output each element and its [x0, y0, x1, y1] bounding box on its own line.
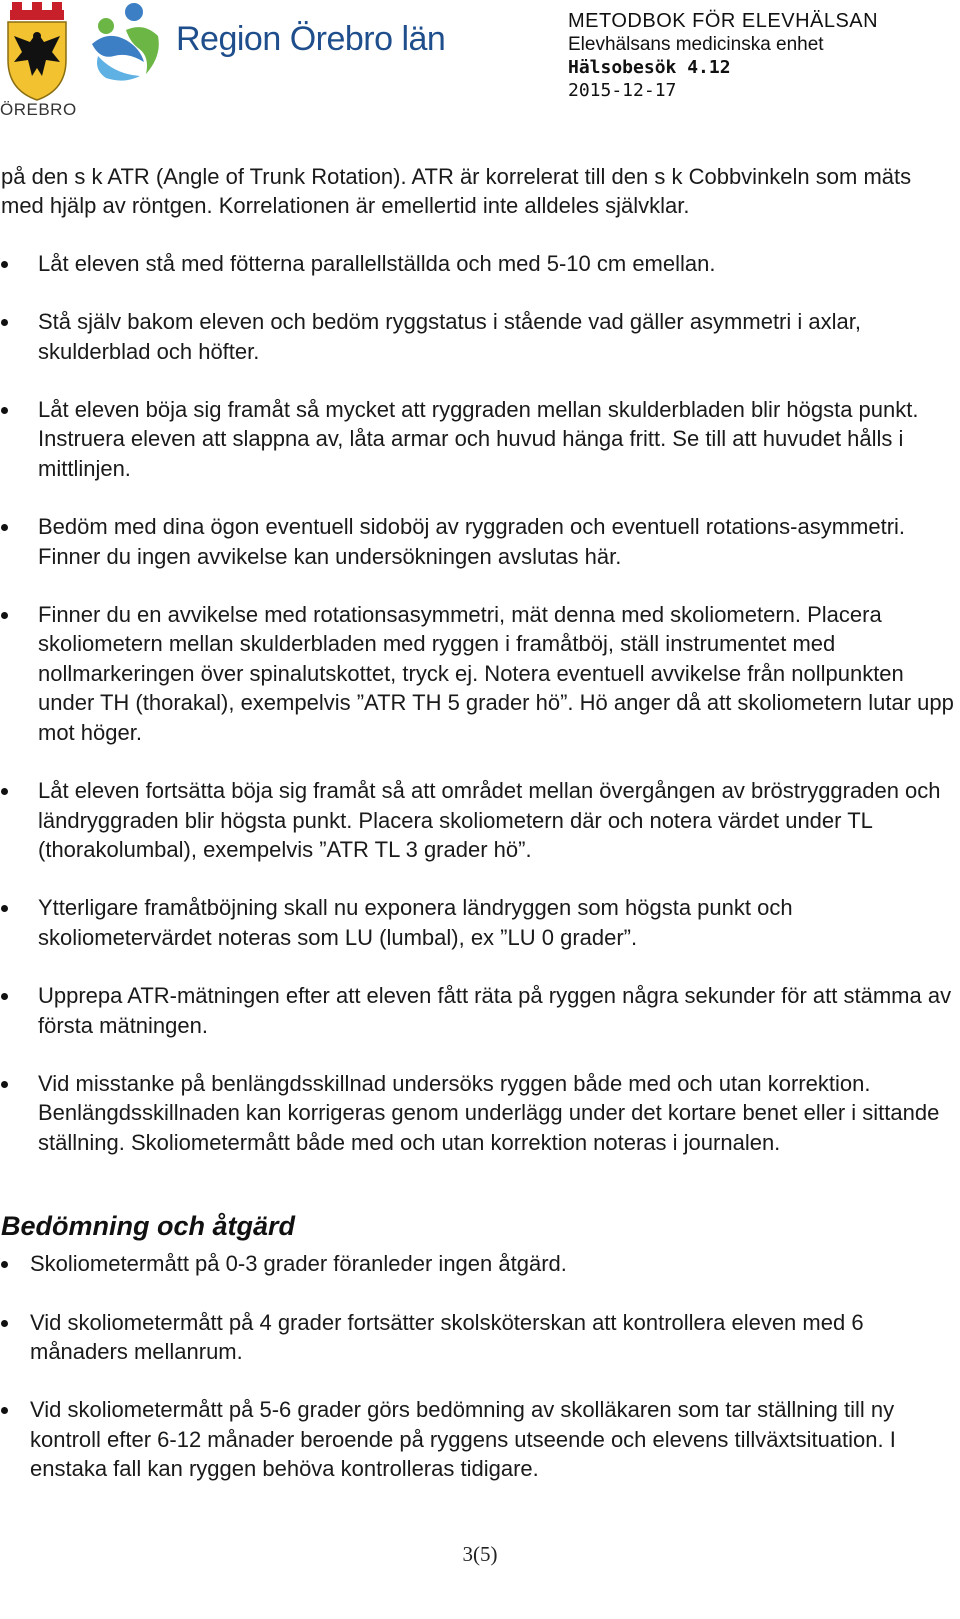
page-header: [0, 0, 960, 130]
list-item: Låt eleven stå med fötterna parallellställda och med 5-10 cm emellan.: [0, 249, 955, 278]
section-heading: Bedömning och åtgärd: [1, 1211, 296, 1242]
document-id: Hälsobesök 4.12: [568, 57, 731, 78]
bullet-icon: [1, 612, 8, 619]
list-item: Skoliometermått på 0-3 grader föranleder ingen åtgärd.: [0, 1249, 955, 1278]
bullet-icon: [1, 993, 8, 1000]
crest-caption: ÖREBRO: [0, 100, 77, 119]
bullet-icon: [1, 1320, 8, 1327]
bullet-icon: [1, 319, 8, 326]
document-body: [0, 162, 955, 1484]
bullet-icon: [1, 261, 8, 268]
list-item: Bedöm med dina ögon eventuell sidoböj av ryggraden och eventuell rotations-asymmetri. Finner du ingen avvikelse kan undersökningen avslutas här.: [0, 512, 955, 571]
bullet-icon: [1, 1261, 8, 1268]
list-item: Vid skoliometermått på 5-6 grader görs bedömning av skolläkaren som tar ställning till ny kontroll efter 6-12 månader beroende på ryggens utseende och elevens tillväxtsituation. I enstaka fall kan ryggen behöva kontrolleras tidigare.: [0, 1395, 955, 1483]
procedure-list: [0, 249, 955, 1157]
page-number: 3(5): [462, 1542, 498, 1566]
assessment-list: [0, 1249, 955, 1483]
bullet-icon: [1, 1081, 8, 1088]
unit-name: Elevhälsans medicinska enhet: [568, 34, 824, 55]
bullet-icon: [1, 1407, 8, 1414]
list-item: Upprepa ATR-mätningen efter att eleven fått räta på ryggen några sekunder för att stämma av första mätningen.: [0, 981, 955, 1040]
bullet-icon: [1, 407, 8, 414]
document-date: 2015-12-17: [568, 80, 677, 101]
bullet-icon: [1, 788, 8, 795]
list-item: Låt eleven fortsätta böja sig framåt så att området mellan övergången av bröstryggraden och ländryggraden blir högsta punkt. Placera skoliometern där och notera värdet under TL (thorakolumbal), exempelvis ”ATR TL 3 grader hö”.: [0, 776, 955, 864]
region-name: Region Örebro län: [176, 20, 446, 58]
list-item: Vid skoliometermått på 4 grader fortsätter skolsköterskan att kontrollera eleven med 6 månaders mellanrum.: [0, 1308, 955, 1367]
manual-title: METODBOK FÖR ELEVHÄLSAN: [568, 10, 879, 32]
bullet-icon: [1, 524, 8, 531]
list-item: Finner du en avvikelse med rotationsasymmetri, mät denna med skoliometern. Placera skoliometern mellan skulderbladen med ryggen i framåtböj, ställ instrumentet med nollmarkeringen över spinalutskottet, tryck ej. Notera eventuell avvikelse från nollpunkten under TH (thorakal), exempelvis ”ATR TH 5 grader hö”. Hö anger då att skoliometern lutar upp mot höger.: [0, 600, 955, 747]
list-item: Vid misstanke på benlängdsskillnad undersöks ryggen både med och utan korrektion. Benlängdsskillnaden kan korrigeras genom underlägg under det kortare benet eller i sittande ställning. Skoliometermått både med och utan korrektion noteras i journalen.: [0, 1069, 955, 1157]
intro-paragraph: på den s k ATR (Angle of Trunk Rotation). ATR är korrelerat till den s k Cobbvinkeln som mäts med hjälp av röntgen. Korrelationen är emellertid inte alldeles självklar.: [1, 164, 912, 219]
list-item: Ytterligare framåtböjning skall nu exponera ländryggen som högsta punkt och skoliometervärdet noteras som LU (lumbal), ex ”LU 0 grader”.: [0, 893, 955, 952]
orebro-crest-icon: [4, 2, 70, 102]
region-logo-icon: [84, 0, 164, 84]
list-item: Låt eleven böja sig framåt så mycket att ryggraden mellan skulderbladen blir högsta punkt. Instruera eleven att slappna av, låta armar och huvud hänga fritt. Se till att huvudet hålls i mittlinjen.: [0, 395, 955, 483]
document-meta: [568, 10, 878, 102]
bullet-icon: [1, 905, 8, 912]
list-item: Stå själv bakom eleven och bedöm ryggstatus i stående vad gäller asymmetri i axlar, skulderblad och höfter.: [0, 307, 955, 366]
